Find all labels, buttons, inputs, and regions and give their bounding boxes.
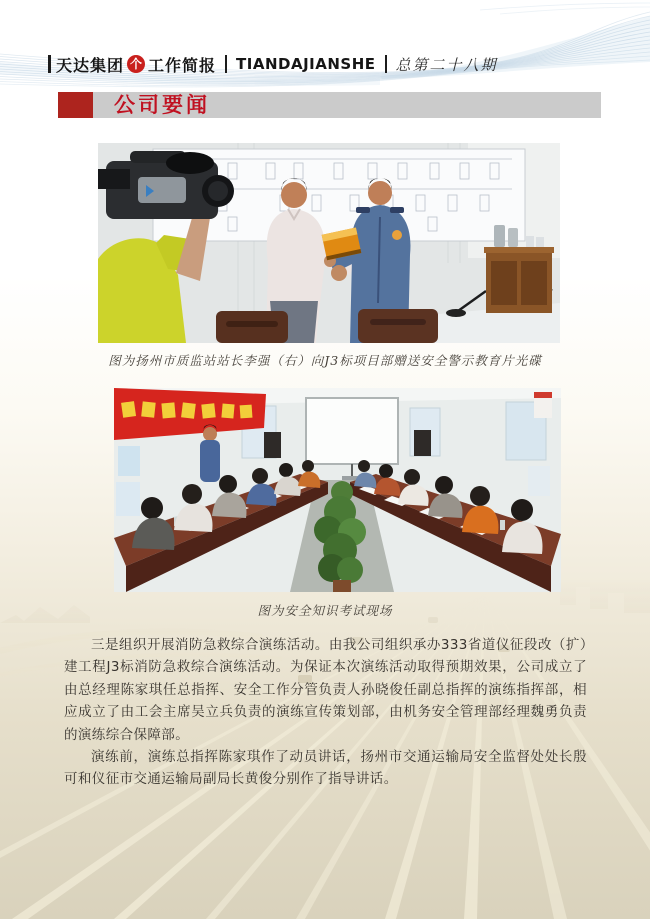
article-paragraph: 演练前，演练总指挥陈家琪作了动员讲话，扬州市交通运输局安全监督处处长殷可和仪征市交通运输局副局长黄俊分别作了指导讲话。 [64,749,587,788]
masthead-divider [48,55,51,73]
company-name-en: TIANDAJIANSHE [236,55,376,73]
bulletin-name: 工作简报 [148,55,217,75]
speaker-left [264,432,281,458]
masthead [48,52,498,76]
photo1-caption: 图为扬州市质监站站长李强（右）向J3标项目部赠送安全警示教育片光碟 [108,353,542,368]
photo-dvd-presentation [98,143,560,343]
speaker-right [414,430,431,456]
article-body [64,634,587,791]
masthead-divider [385,55,387,73]
section-accent-block [58,92,93,118]
section-title: 公司要闻 [114,92,210,117]
photo2-caption: 图为安全知识考试现场 [257,603,393,618]
article-paragraph: 三是组织开展消防急救综合演练活动。由我公司组织承办333省道仪征段改（扩）建工程J3标消防急救综合演练活动。为保证本次演练活动取得预期效果，公司成立了由总经理陈家琪任总指挥、安全工作分管负责人孙晓俊任副总指挥的演练指挥部，相应成立了由工会主席吴立兵负责的演练宣传策划部，由机务安全管理部经理魏勇负责的演练综合保障部。 [64,637,587,743]
masthead-divider [225,55,227,73]
company-logo-icon: 个 [127,55,145,73]
company-name: 天达集团 [56,55,125,75]
photo-safety-exam [114,388,561,592]
issue-number: 总第二十八期 [395,55,498,74]
handshake [331,265,347,281]
